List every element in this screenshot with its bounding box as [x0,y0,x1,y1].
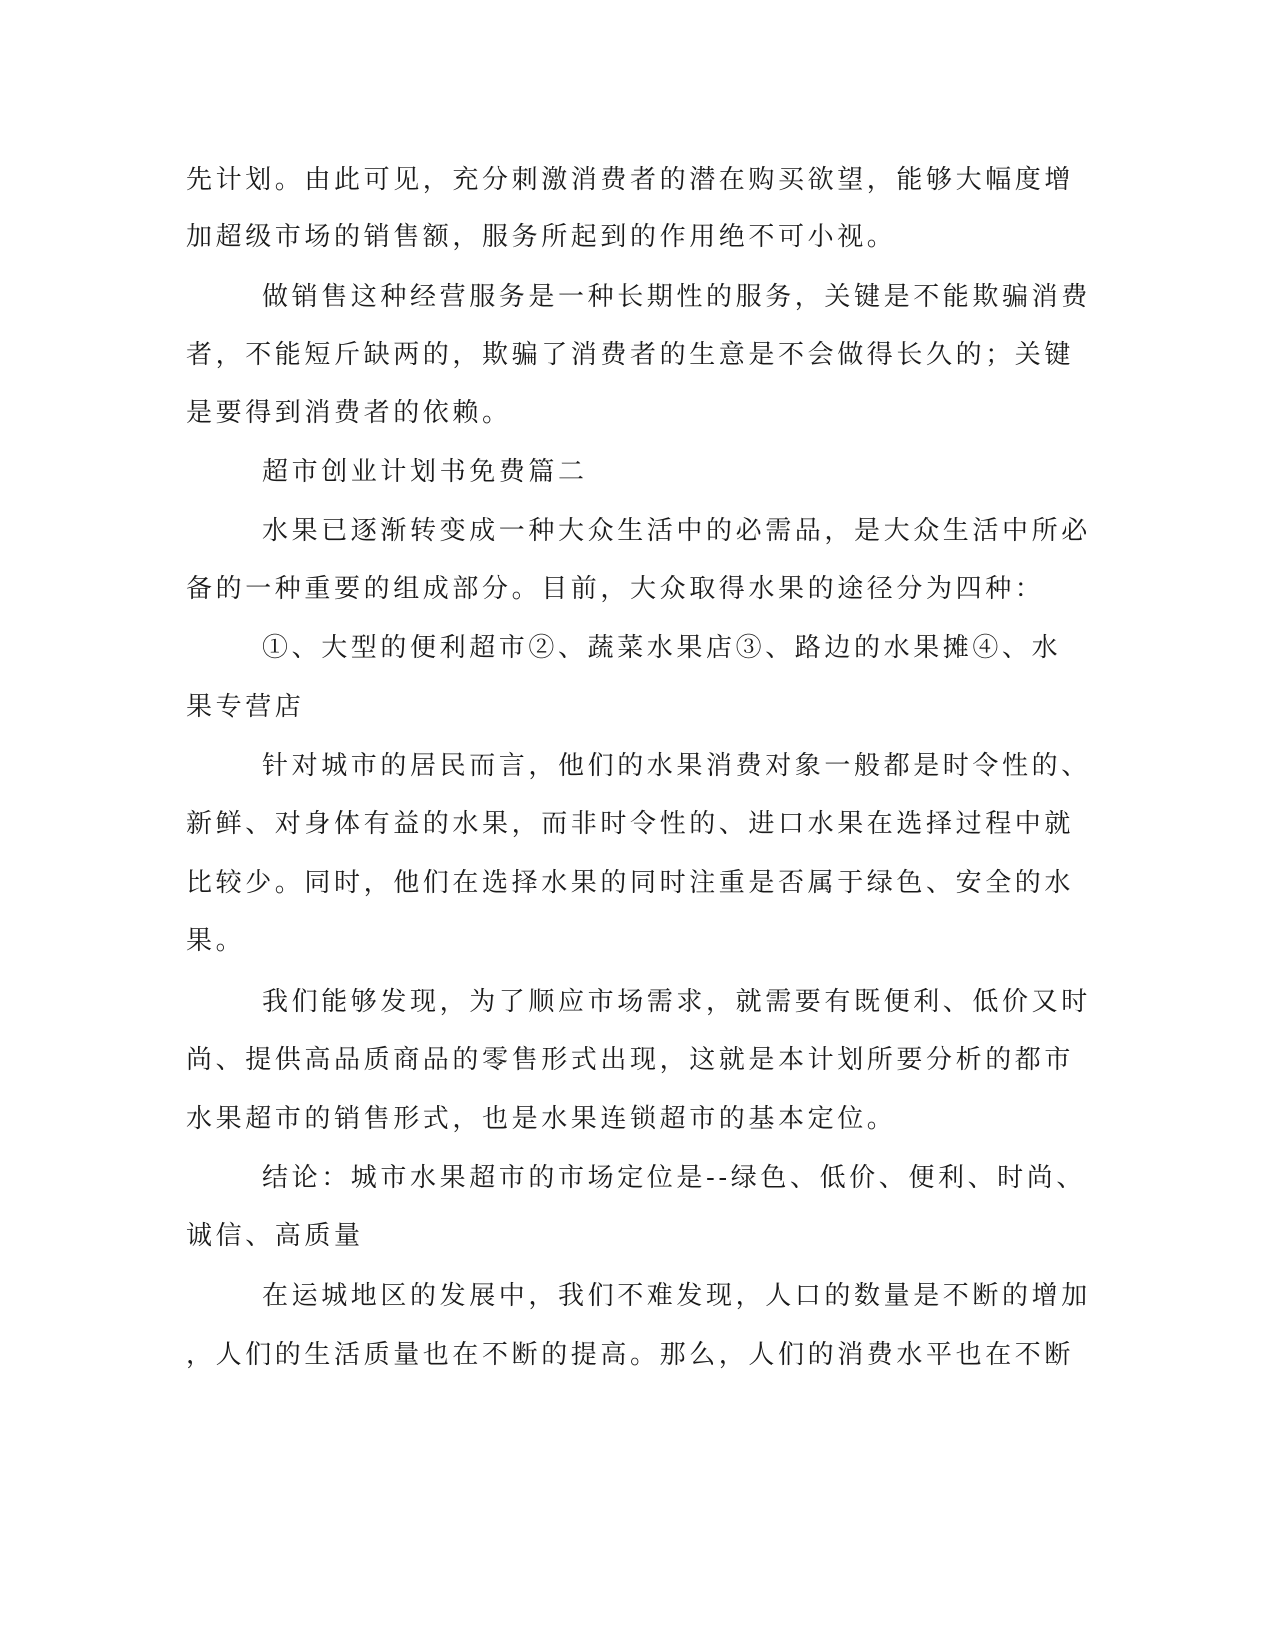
paragraph-start: ①、大型的便利超市②、蔬菜水果店③、路边的水果摊④、水 [262,633,1062,663]
paragraph-start: 我们能够发现，为了顺应市场需求，就需要有既便利、低价又时 [262,987,1091,1017]
section-heading: 超市创业计划书免费篇二 [262,457,588,487]
text-line: 比较少。同时，他们在选择水果的同时注重是否属于绿色、安全的水 [186,868,1075,898]
text-line: 诚信、高质量 [186,1221,364,1251]
text-line: 果。 [186,926,246,956]
text-line: 先计划。由此可见，充分刺激消费者的潜在购买欲望，能够大幅度增 [186,165,1075,195]
text-line: 果专营店 [186,692,305,722]
text-line: 加超级市场的销售额，服务所起到的作用绝不可小视。 [186,222,897,252]
text-line: ，人们的生活质量也在不断的提高。那么，人们的消费水平也在不断 [186,1340,1075,1370]
paragraph-start: 结论：城市水果超市的市场定位是--绿色、低价、便利、时尚、 [262,1163,1086,1193]
text-line: 者，不能短斤缺两的，欺骗了消费者的生意是不会做得长久的；关键 [186,340,1075,370]
paragraph-start: 在运城地区的发展中，我们不难发现，人口的数量是不断的增加 [262,1281,1091,1311]
text-line: 水果超市的销售形式，也是水果连锁超市的基本定位。 [186,1104,897,1134]
text-line: 新鲜、对身体有益的水果，而非时令性的、进口水果在选择过程中就 [186,809,1075,839]
text-line: 备的一种重要的组成部分。目前，大众取得水果的途径分为四种： [186,574,1045,604]
paragraph-start: 做销售这种经营服务是一种长期性的服务，关键是不能欺骗消费 [262,282,1091,312]
text-line: 尚、提供高品质商品的零售形式出现，这就是本计划所要分析的都市 [186,1045,1075,1075]
paragraph-start: 针对城市的居民而言，他们的水果消费对象一般都是时令性的、 [262,751,1091,781]
paragraph-start: 水果已逐渐转变成一种大众生活中的必需品，是大众生活中所必 [262,516,1091,546]
text-line: 是要得到消费者的依赖。 [186,398,512,428]
